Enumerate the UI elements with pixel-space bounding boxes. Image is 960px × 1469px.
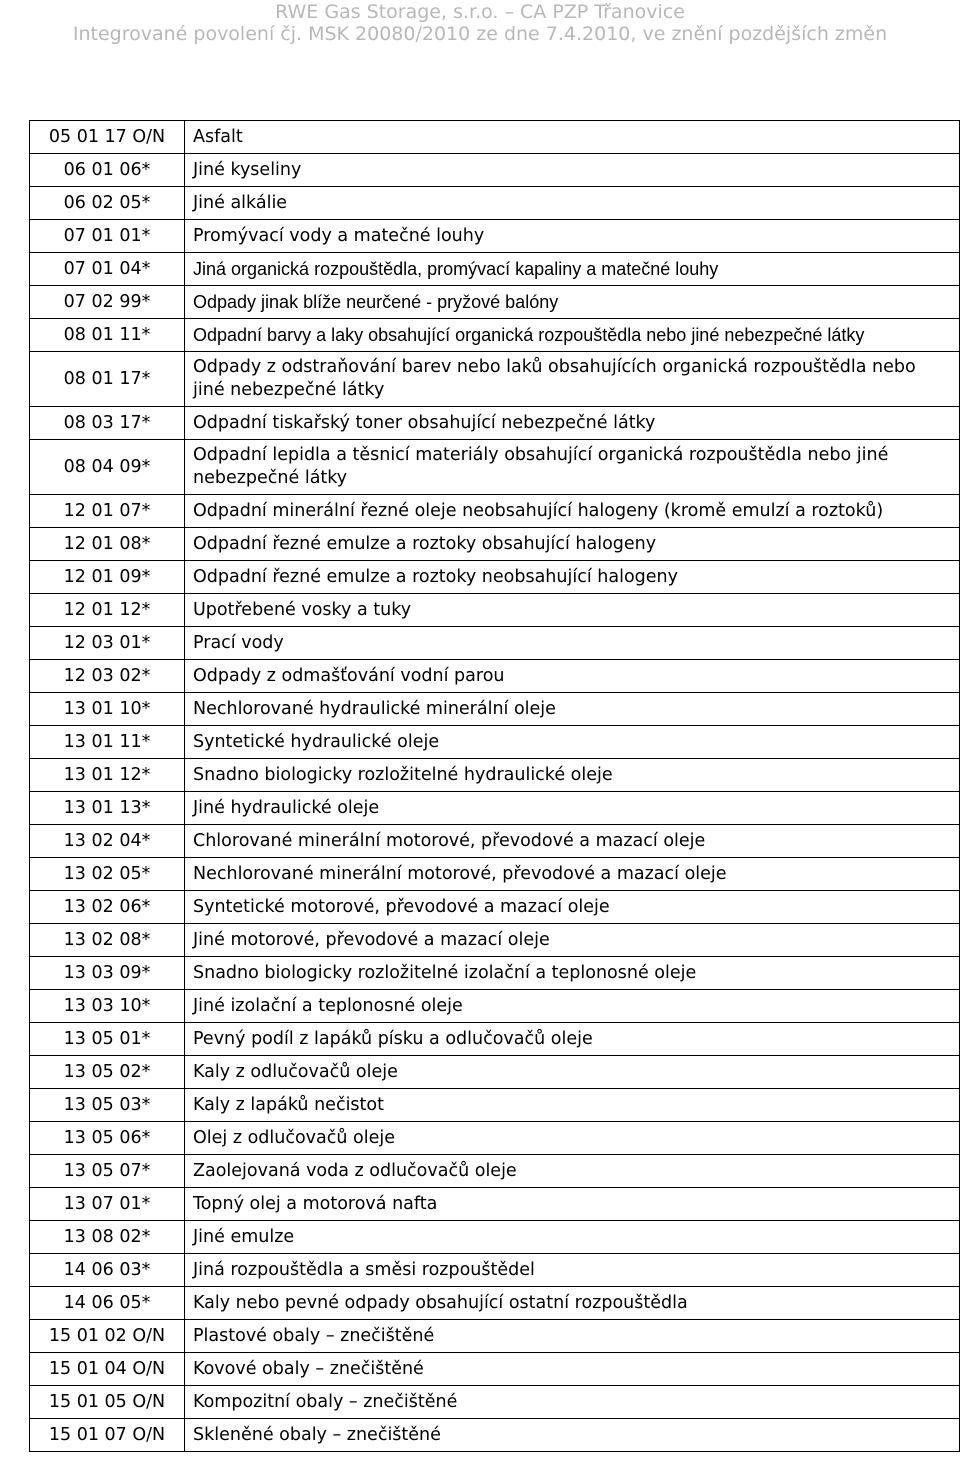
table-row: [30, 1386, 960, 1419]
waste-description: Jiné kyseliny: [185, 154, 960, 187]
waste-code: 12 01 12*: [30, 594, 185, 627]
table-row: [30, 1188, 960, 1221]
waste-code: 12 03 02*: [30, 660, 185, 693]
waste-description: Upotřebené vosky a tuky: [185, 594, 960, 627]
waste-description: Jiná rozpouštědla a směsi rozpouštědel: [185, 1254, 960, 1287]
waste-description: Odpadní tiskařský toner obsahující nebezpečné látky: [185, 407, 960, 440]
waste-code: 15 01 04 O/N: [30, 1353, 185, 1386]
waste-code: 13 02 08*: [30, 924, 185, 957]
table-row: [30, 990, 960, 1023]
waste-code: 15 01 05 O/N: [30, 1386, 185, 1419]
table-row: [30, 726, 960, 759]
waste-description: Promývací vody a matečné louhy: [185, 220, 960, 253]
waste-code: 06 01 06*: [30, 154, 185, 187]
table-row: [30, 594, 960, 627]
waste-code: 06 02 05*: [30, 187, 185, 220]
table-row: [30, 154, 960, 187]
waste-code: 13 02 04*: [30, 825, 185, 858]
waste-description: Chlorované minerální motorové, převodové a mazací oleje: [185, 825, 960, 858]
waste-description: Syntetické hydraulické oleje: [185, 726, 960, 759]
table-row: [30, 253, 960, 286]
waste-description: Nechlorované minerální motorové, převodové a mazací oleje: [185, 858, 960, 891]
table-row: [30, 352, 960, 407]
header-permit: Integrované povolení čj. MSK 20080/2010 ze dne 7.4.2010, ve znění pozdějších změn: [72, 23, 888, 45]
waste-code: 13 08 02*: [30, 1221, 185, 1254]
waste-description: Asfalt: [185, 121, 960, 154]
waste-code: 13 02 05*: [30, 858, 185, 891]
waste-code: 13 01 11*: [30, 726, 185, 759]
table-row: [30, 957, 960, 990]
waste-code: 08 01 17*: [30, 352, 185, 407]
waste-description: Odpadní minerální řezné oleje neobsahující halogeny (kromě emulzí a roztoků): [185, 495, 960, 528]
table-row: [30, 693, 960, 726]
waste-description: Odpadní řezné emulze a roztoky neobsahující halogeny: [185, 561, 960, 594]
table-row: [30, 220, 960, 253]
waste-code: 13 01 13*: [30, 792, 185, 825]
table-row: [30, 924, 960, 957]
table-row: [30, 528, 960, 561]
waste-code: 13 05 02*: [30, 1056, 185, 1089]
waste-description: Zaolejovaná voda z odlučovačů oleje: [185, 1155, 960, 1188]
table-row: [30, 1056, 960, 1089]
table-row: [30, 825, 960, 858]
table-row: [30, 440, 960, 495]
table-row: [30, 319, 960, 352]
waste-code: 14 06 03*: [30, 1254, 185, 1287]
waste-code: 13 02 06*: [30, 891, 185, 924]
waste-description: Odpady z odmašťování vodní parou: [185, 660, 960, 693]
waste-code: 14 06 05*: [30, 1287, 185, 1320]
waste-description: Odpady z odstraňování barev nebo laků obsahujících organická rozpouštědla nebo jiné nebezpečné látky: [185, 352, 960, 407]
table-row: [30, 187, 960, 220]
waste-code: 13 05 03*: [30, 1089, 185, 1122]
waste-code: 13 07 01*: [30, 1188, 185, 1221]
waste-code: 08 04 09*: [30, 440, 185, 495]
table-row: [30, 792, 960, 825]
table-row: [30, 759, 960, 792]
table-row: [30, 627, 960, 660]
waste-code: 13 03 09*: [30, 957, 185, 990]
waste-description: Jiné hydraulické oleje: [185, 792, 960, 825]
waste-code: 12 01 08*: [30, 528, 185, 561]
waste-code: 13 05 01*: [30, 1023, 185, 1056]
waste-description: Jiné alkálie: [185, 187, 960, 220]
table-row: [30, 1419, 960, 1452]
table-row: [30, 1221, 960, 1254]
waste-code: 13 05 07*: [30, 1155, 185, 1188]
waste-description: Jiná organická rozpouštědla, promývací kapaliny a matečné louhy: [185, 253, 960, 286]
table-row: [30, 1122, 960, 1155]
table-row: [30, 495, 960, 528]
table-row: [30, 891, 960, 924]
waste-description: Topný olej a motorová nafta: [185, 1188, 960, 1221]
waste-description: Snadno biologicky rozložitelné izolační a teplonosné oleje: [185, 957, 960, 990]
waste-code: 08 03 17*: [30, 407, 185, 440]
waste-code: 07 01 01*: [30, 220, 185, 253]
table-row: [30, 561, 960, 594]
waste-description: Syntetické motorové, převodové a mazací oleje: [185, 891, 960, 924]
waste-description: Kaly z lapáků nečistot: [185, 1089, 960, 1122]
waste-code: 13 01 10*: [30, 693, 185, 726]
waste-code: 15 01 07 O/N: [30, 1419, 185, 1452]
waste-code: 15 01 02 O/N: [30, 1320, 185, 1353]
waste-code: 12 01 07*: [30, 495, 185, 528]
waste-code: 13 05 06*: [30, 1122, 185, 1155]
waste-description: Kovové obaly – znečištěné: [185, 1353, 960, 1386]
header-company: RWE Gas Storage, s.r.o. – CA PZP Třanovice: [275, 1, 685, 23]
waste-description: Odpadní řezné emulze a roztoky obsahující halogeny: [185, 528, 960, 561]
waste-description: Jiné emulze: [185, 1221, 960, 1254]
waste-code: 12 01 09*: [30, 561, 185, 594]
waste-description: Plastové obaly – znečištěné: [185, 1320, 960, 1353]
waste-catalogue-table: [29, 120, 960, 1452]
table-row: [30, 407, 960, 440]
table-row: [30, 1254, 960, 1287]
waste-description: Odpadní barvy a laky obsahující organická rozpouštědla nebo jiné nebezpečné látky: [185, 319, 960, 352]
table-row: [30, 1287, 960, 1320]
waste-description: Kompozitní obaly – znečištěné: [185, 1386, 960, 1419]
waste-code: 07 02 99*: [30, 286, 185, 319]
table-row: [30, 1353, 960, 1386]
waste-description: Skleněné obaly – znečištěné: [185, 1419, 960, 1452]
waste-description: Kaly z odlučovačů oleje: [185, 1056, 960, 1089]
waste-code: 13 03 10*: [30, 990, 185, 1023]
table-row: [30, 121, 960, 154]
waste-description: Olej z odlučovačů oleje: [185, 1122, 960, 1155]
table-row: [30, 1023, 960, 1056]
waste-description: Nechlorované hydraulické minerální oleje: [185, 693, 960, 726]
table-row: [30, 286, 960, 319]
waste-description: Odpady jinak blíže neurčené - pryžové balóny: [185, 286, 960, 319]
table-row: [30, 1089, 960, 1122]
waste-code: 07 01 04*: [30, 253, 185, 286]
table-row: [30, 1155, 960, 1188]
waste-code: 05 01 17 O/N: [30, 121, 185, 154]
waste-description: Prací vody: [185, 627, 960, 660]
waste-description: Pevný podíl z lapáků písku a odlučovačů oleje: [185, 1023, 960, 1056]
table-row: [30, 858, 960, 891]
waste-description: Snadno biologicky rozložitelné hydraulické oleje: [185, 759, 960, 792]
table-row: [30, 660, 960, 693]
waste-description: Jiné izolační a teplonosné oleje: [185, 990, 960, 1023]
waste-description: Kaly nebo pevné odpady obsahující ostatní rozpouštědla: [185, 1287, 960, 1320]
waste-description: Jiné motorové, převodové a mazací oleje: [185, 924, 960, 957]
waste-code: 12 03 01*: [30, 627, 185, 660]
waste-code: 13 01 12*: [30, 759, 185, 792]
waste-code: 08 01 11*: [30, 319, 185, 352]
waste-description: Odpadní lepidla a těsnicí materiály obsahující organická rozpouštědla nebo jiné nebezpečné látky: [185, 440, 960, 495]
table-row: [30, 1320, 960, 1353]
